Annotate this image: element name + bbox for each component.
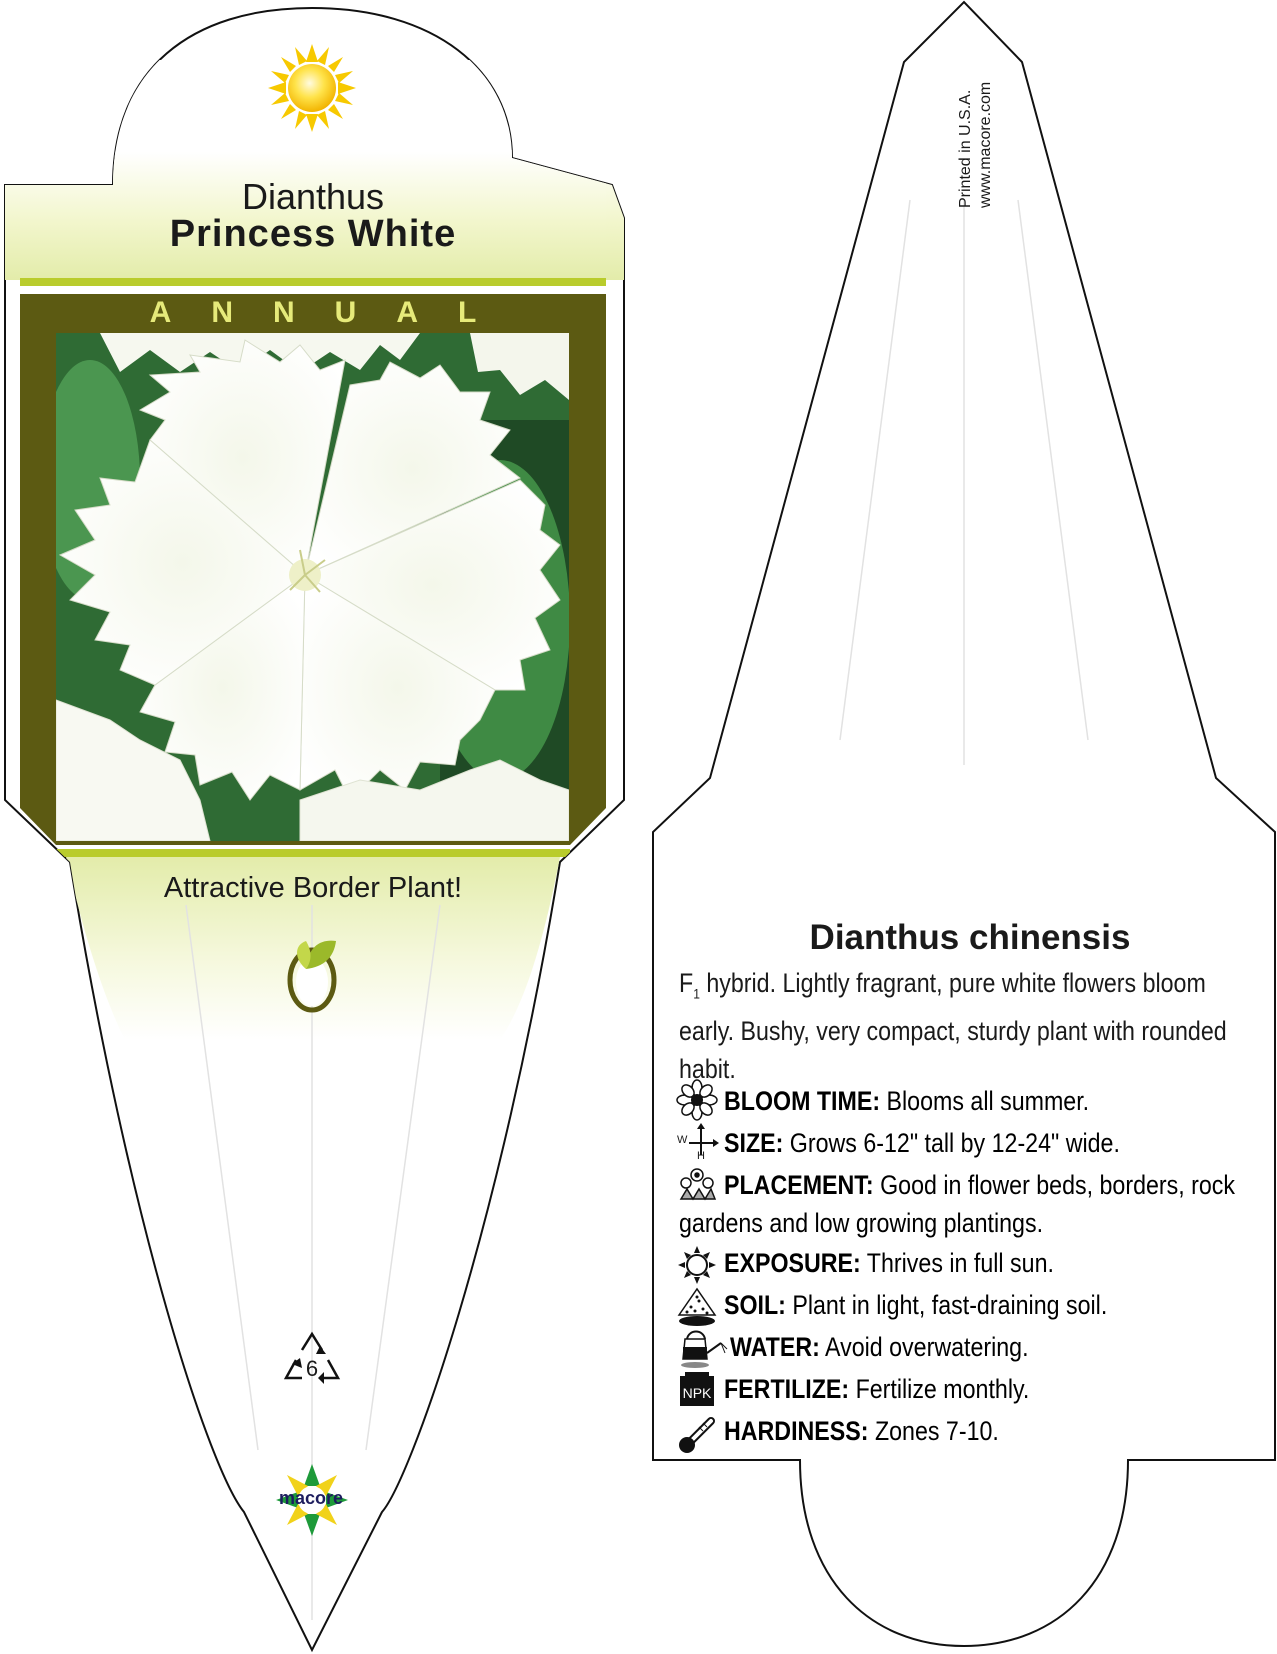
plant-genus: Dianthus xyxy=(241,176,385,217)
description-prefix: F xyxy=(679,968,694,998)
attribute-value: Plant in light, fast-draining soil. xyxy=(785,1290,1108,1320)
recycle-code: 6 xyxy=(305,1356,319,1381)
attribute-value: Thrives in full sun. xyxy=(860,1248,1054,1278)
npk-icon-label: NPK xyxy=(682,1385,712,1401)
attribute-water xyxy=(730,1328,1029,1366)
flower-photo xyxy=(40,333,570,841)
attribute-fertilize xyxy=(724,1370,1029,1408)
size-icon-h: H xyxy=(697,1150,705,1162)
description-subscript: 1 xyxy=(693,985,700,1002)
attribute-size xyxy=(724,1124,1120,1162)
attribute-label: FERTILIZE: xyxy=(724,1374,850,1404)
tagline: Attractive Border Plant! xyxy=(163,872,463,904)
description xyxy=(679,964,1238,1088)
species-name: Dianthus chinensis xyxy=(809,918,1131,957)
website: www.macore.com xyxy=(977,81,994,208)
attribute-label: WATER: xyxy=(730,1332,820,1362)
attribute-value: Grows 6-12" tall by 12-24" wide. xyxy=(783,1128,1120,1158)
sun-logo-icon xyxy=(268,44,356,132)
attribute-hardiness xyxy=(724,1412,999,1450)
attribute-value: Fertilize monthly. xyxy=(849,1374,1030,1404)
attribute-exposure xyxy=(724,1244,1054,1282)
category-label: ANNUAL xyxy=(149,296,517,329)
printed-location: Printed in U.S.A. xyxy=(957,89,974,208)
brand-logo-text: macore xyxy=(278,1488,344,1508)
attribute-value: Good in flower beds, borders, rock xyxy=(873,1170,1236,1200)
attribute-label: SOIL: xyxy=(724,1290,786,1320)
npk-icon xyxy=(680,1372,714,1406)
description-text: hybrid. Lightly fragrant, pure white flowers bloom early. Bushy, very compact, sturdy plant with rounded habit. xyxy=(679,968,1227,1085)
size-icon-w: W xyxy=(677,1134,688,1146)
attribute-label: EXPOSURE: xyxy=(724,1248,861,1278)
attribute-label: BLOOM TIME: xyxy=(724,1086,881,1116)
attribute-soil xyxy=(724,1286,1107,1324)
attribute-value: gardens and low growing plantings. xyxy=(679,1208,1044,1238)
attribute-value: Avoid overwatering. xyxy=(819,1332,1029,1362)
plant-cultivar: Princess White xyxy=(169,213,457,255)
attribute-bloom-time xyxy=(724,1082,1089,1120)
attribute-placement xyxy=(724,1166,1235,1204)
attribute-label: PLACEMENT: xyxy=(724,1170,874,1200)
attribute-value: Blooms all summer. xyxy=(880,1086,1090,1116)
printed-info xyxy=(956,82,996,208)
attribute-placement-continued xyxy=(679,1204,1043,1242)
attribute-label: HARDINESS: xyxy=(724,1416,869,1446)
attribute-label: SIZE: xyxy=(724,1128,784,1158)
attribute-value: Zones 7-10. xyxy=(868,1416,999,1446)
